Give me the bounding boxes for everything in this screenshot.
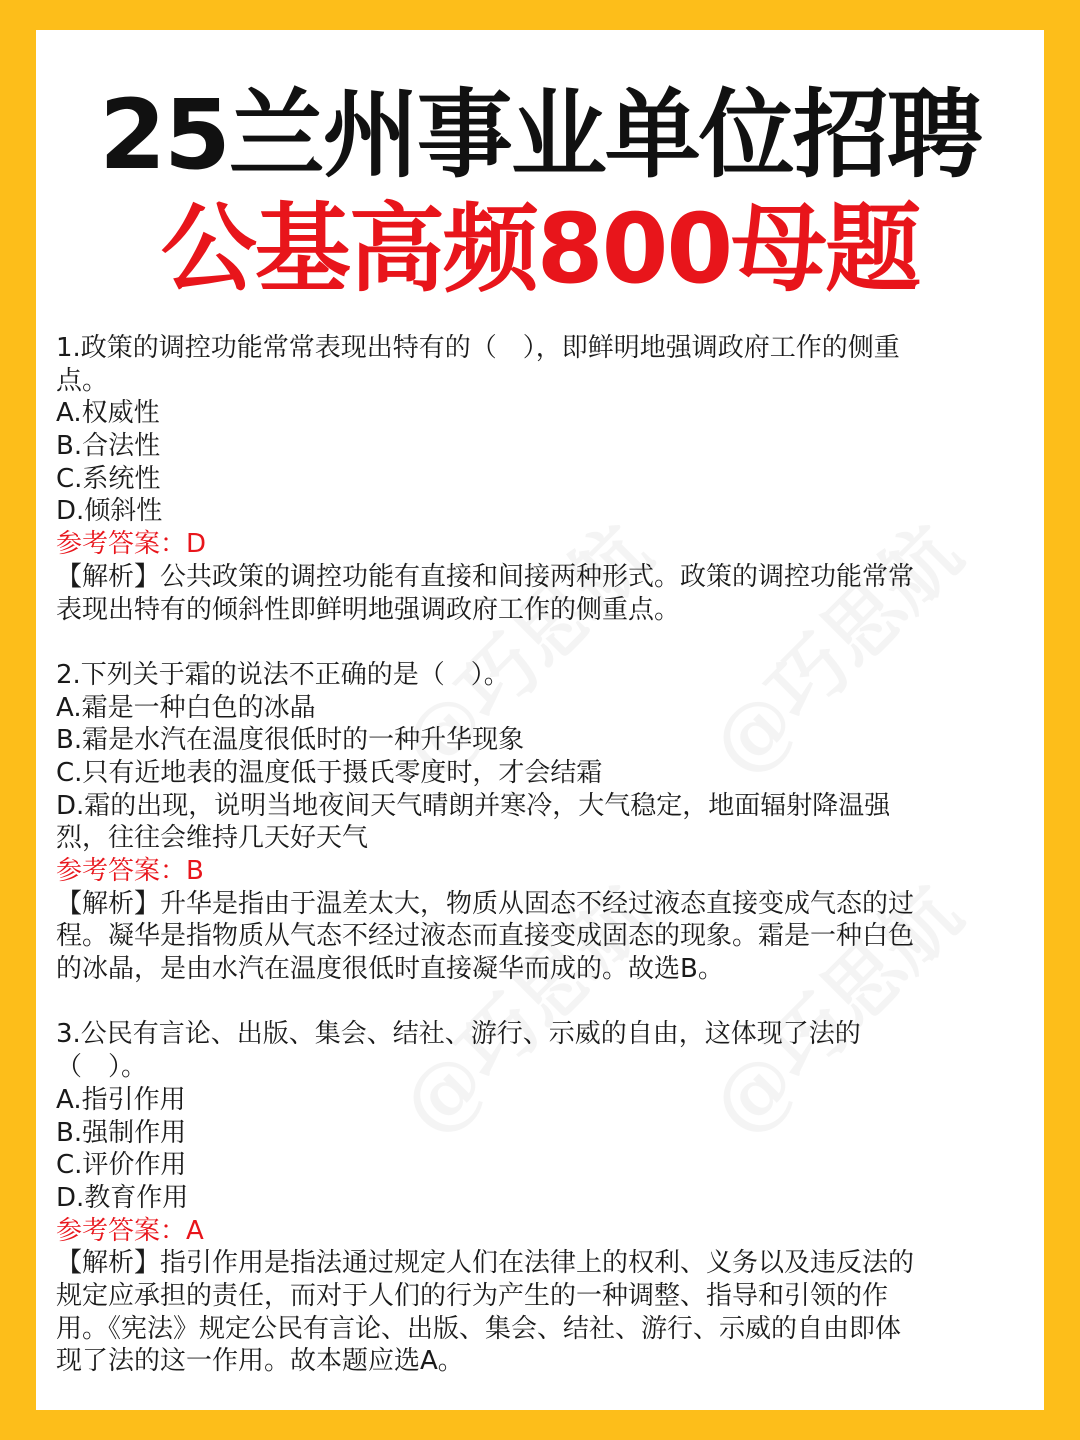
- question-block: [56, 659, 1026, 986]
- option-c: C.评价作用: [56, 1150, 187, 1181]
- option-b: B.合法性: [56, 431, 161, 462]
- spacer: [56, 986, 1026, 1019]
- analysis-text: 现了法的这一作用。故本题应选A。: [56, 1346, 464, 1377]
- analysis-text: 【解析】升华是指由于温差太大，物质从固态不经过液态直接变成气态的过: [56, 888, 915, 919]
- option-d: D.教育作用: [56, 1182, 189, 1213]
- question-stem: 1.政策的调控功能常常表现出特有的（ ），即鲜明地强调政府工作的侧重: [56, 333, 900, 363]
- option-c: C.系统性: [56, 463, 161, 494]
- answer-label: 参考答案：D: [56, 529, 207, 560]
- analysis-text: 【解析】指引作用是指法通过规定人们在法律上的权利、义务以及违反法的: [56, 1248, 915, 1279]
- option-a: A.霜是一种白色的冰晶: [56, 692, 316, 723]
- analysis-text: 的冰晶，是由水汽在温度很低时直接凝华而成的。故选B。: [56, 954, 724, 985]
- option-a: A.指引作用: [56, 1084, 186, 1115]
- option-b: B.霜是水汽在温度很低时的一种升华现象: [56, 725, 525, 756]
- question-block: [56, 332, 1026, 626]
- spacer: [56, 626, 1026, 659]
- analysis-text: 用。《宪法》规定公民有言论、出版、集会、结社、游行、示威的自由即体: [56, 1313, 902, 1344]
- question-list: [56, 332, 1026, 1378]
- content-card: [36, 30, 1044, 1410]
- option-c: C.只有近地表的温度低于摄氏零度时，才会结霜: [56, 757, 603, 788]
- option-d: 烈，往往会维持几天好天气: [56, 823, 369, 854]
- analysis-text: 程。凝华是指物质从气态不经过液态而直接变成固态的现象。霜是一种白色: [56, 921, 915, 952]
- question-stem: 点。: [56, 365, 109, 396]
- page-title: 25兰州事业单位招聘: [99, 79, 981, 191]
- question-stem: 3.公民有言论、出版、集会、结社、游行、示威的自由，这体现了法的: [56, 1019, 861, 1050]
- analysis-text: 表现出特有的倾斜性即鲜明地强调政府工作的侧重点。: [56, 594, 681, 625]
- answer-label: 参考答案：A: [56, 1215, 204, 1246]
- analysis-text: 规定应承担的责任，而对于人们的行为产生的一种调整、指导和引领的作: [56, 1280, 889, 1311]
- question-stem: （ ）。: [56, 1052, 148, 1083]
- question-block: [56, 1018, 1026, 1378]
- answer-label: 参考答案：B: [56, 856, 204, 886]
- option-a: A.权威性: [56, 398, 160, 429]
- analysis-text: 【解析】公共政策的调控功能有直接和间接两种形式。政策的调控功能常常: [56, 561, 915, 592]
- option-d: D.霜的出现，说明当地夜间天气晴朗并寒冷，大气稳定，地面辐射降温强: [56, 790, 891, 821]
- option-d: D.倾斜性: [56, 496, 163, 527]
- option-b: B.强制作用: [56, 1117, 187, 1148]
- question-stem: 2.下列关于霜的说法不正确的是（ ）。: [56, 659, 510, 690]
- page-subtitle: 公基高频800母题: [160, 193, 920, 305]
